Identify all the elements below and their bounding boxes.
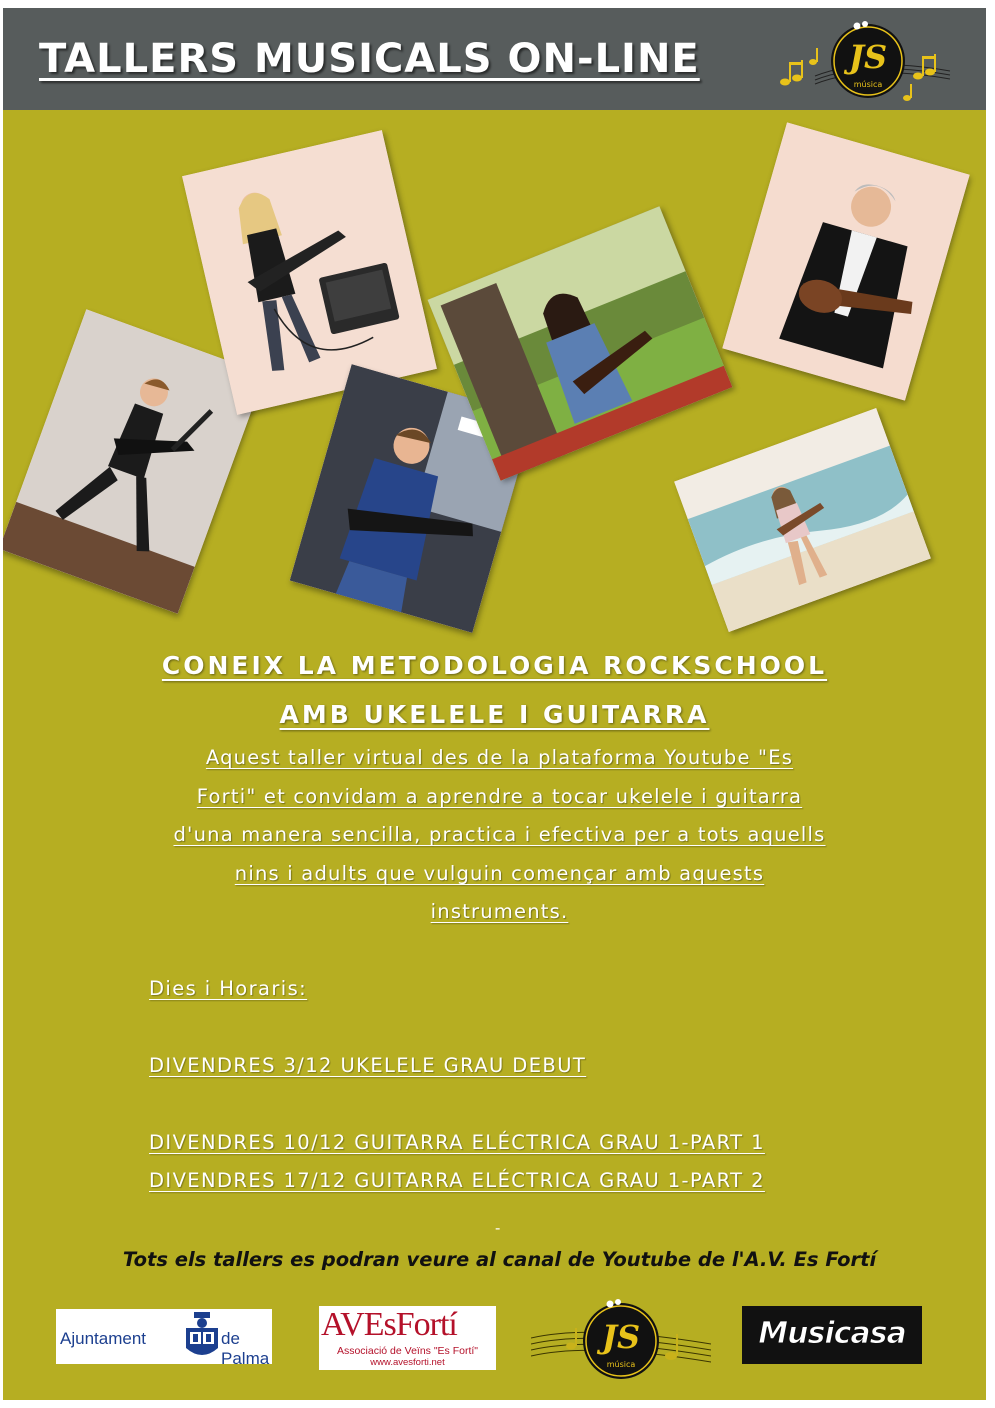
js-music-footer-logo <box>531 1294 711 1384</box>
schedule-item: DIVENDRES 3/12 UKELELE GRAU DEBUT <box>149 1054 587 1077</box>
description-line: Aquest taller virtual des de la plataforma Youtube "Es <box>205 746 794 769</box>
heading-line-1: CONEIX LA METODOLOGIA ROCKSCHOOL <box>161 651 828 680</box>
musicasa-logo <box>742 1306 922 1364</box>
footer-note: Tots els tallers es podran veure al canal de Youtube de l'A.V. Es Fortí <box>122 1248 877 1271</box>
header-bar <box>3 8 986 110</box>
poster-title: TALLERS MUSICALS ON-LINE <box>39 36 700 82</box>
ajuntament-palma-logo <box>56 1309 272 1368</box>
js-footer-logo-text: JS <box>601 1318 641 1356</box>
separator-dash: - <box>495 1220 501 1237</box>
schedule-title: Dies i Horaris: <box>149 977 308 1000</box>
avesforti-title: AVEsFortí <box>321 1306 457 1343</box>
palma-crest-icon <box>184 1312 220 1362</box>
heading-line-2: AMB UKELELE I GUITARRA <box>279 700 710 729</box>
de-palma-text: de Palma <box>221 1329 270 1368</box>
js-logo-text: JS <box>848 38 888 76</box>
musicasa-text: Musicasa <box>758 1316 906 1351</box>
js-footer-logo-subtext: música <box>606 1360 636 1369</box>
description-line: instruments. <box>430 900 569 923</box>
ajuntament-text: Ajuntament <box>60 1329 146 1348</box>
js-music-logo <box>775 16 955 106</box>
js-logo-subtext: música <box>853 80 883 89</box>
photo-girl-ukulele-beach <box>674 408 931 632</box>
schedule-item: DIVENDRES 10/12 GUITARRA ELÉCTRICA GRAU 1-PART 1 <box>149 1131 765 1154</box>
avesforti-subtitle: Associació de Veïns "Es Fortí" <box>336 1345 479 1357</box>
schedule-item: DIVENDRES 17/12 GUITARRA ELÉCTRICA GRAU 1-PART 2 <box>149 1169 765 1192</box>
description-line: Forti" et convidam a aprendre a tocar ukelele i guitarra <box>196 785 803 808</box>
photo-man-ukulele <box>722 122 969 400</box>
avesforti-logo <box>319 1306 496 1370</box>
poster <box>3 8 986 1400</box>
description-line: nins i adults que vulguin començar amb aquests <box>234 862 765 885</box>
avesforti-url: www.avesforti.net <box>370 1357 445 1368</box>
description-line: d'una manera sencilla, practica i efectiva per a tots aquells <box>173 823 826 846</box>
